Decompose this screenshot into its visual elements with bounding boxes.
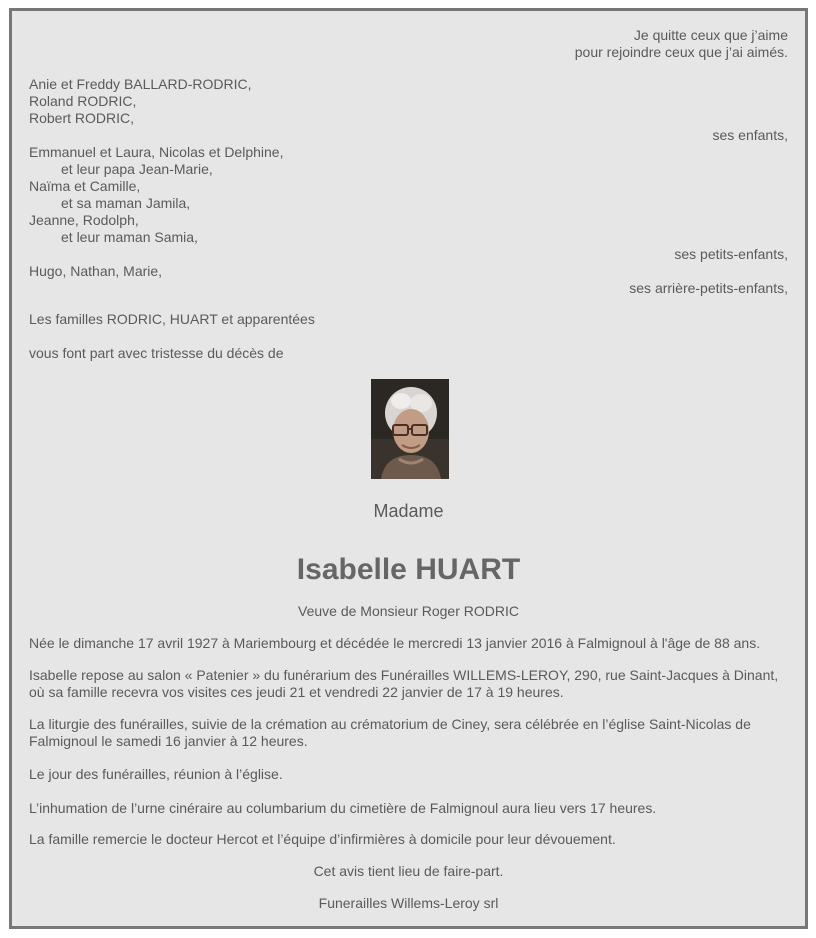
children-label: ses enfants, [712, 127, 788, 143]
funeral-home-signature: Funerailles Willems-Leroy srl [318, 895, 499, 911]
families-line: Les familles RODRIC, HUART et apparentées [29, 311, 315, 327]
deceased-name: Isabelle HUART [296, 553, 521, 586]
great-grandchildren-label: ses arrière-petits-enfants, [629, 280, 788, 296]
child-name: Anie et Freddy BALLARD-RODRIC, [29, 76, 252, 92]
thanks-paragraph: La famille remercie le docteur Hercot et l’équipe d’infirmières à domicile pour leur dévouement. [29, 831, 616, 847]
grandchildren-line: Naïma et Camille, [29, 178, 141, 194]
great-grandchildren-names: Hugo, Nathan, Marie, [29, 263, 163, 279]
quote-line-2: pour rejoindre ceux que j’ai aimés. [574, 44, 788, 60]
obituary-card [9, 8, 808, 929]
notice-line: Cet avis tient lieu de faire-part. [313, 863, 504, 879]
child-name: Robert RODRIC, [29, 110, 135, 126]
meeting-paragraph: Le jour des funérailles, réunion à l’église. [29, 766, 283, 782]
liturgy-paragraph: La liturgie des funérailles, suivie de la crémation au crématorium de Ciney, sera célébrée en l’église Saint-Nicolas de Falmignoul le samedi 16 janvier à 12 heures. [29, 716, 751, 749]
grandchildren-line: et leur maman Samia, [61, 229, 198, 245]
inhumation-paragraph: L’inhumation de l’urne cinéraire au columbarium du cimetière de Falmignoul aura lieu vers 17 heures. [29, 800, 657, 816]
portrait-photo [371, 379, 449, 479]
grandchildren-label: ses petits-enfants, [674, 246, 788, 262]
grandchildren-line: et sa maman Jamila, [61, 195, 191, 211]
widow-of: Veuve de Monsieur Roger RODRIC [298, 603, 519, 619]
announcement-line: vous font part avec tristesse du décès de [29, 345, 284, 361]
birth-death-paragraph: Née le dimanche 17 avril 1927 à Mariembourg et décédée le mercredi 13 janvier 2016 à Falmignoul à l'âge de 88 ans. [29, 635, 761, 651]
deceased-title: Madame [373, 501, 444, 521]
grandchildren-line: et leur papa Jean-Marie, [61, 161, 213, 177]
child-name: Roland RODRIC, [29, 93, 137, 109]
grandchildren-line: Emmanuel et Laura, Nicolas et Delphine, [29, 144, 284, 160]
quote-line-1: Je quitte ceux que j’aime [633, 27, 788, 43]
portrait-icon [371, 379, 449, 479]
grandchildren-line: Jeanne, Rodolph, [29, 212, 139, 228]
rest-paragraph: Isabelle repose au salon « Patenier » du funérarium des Funérailles WILLEMS-LEROY, 290, rue Saint-Jacques à Dinant, où sa famille recevra vos visites ces jeudi 21 et vendredi 22 janvier de 17 à 19 heures. [29, 667, 779, 700]
